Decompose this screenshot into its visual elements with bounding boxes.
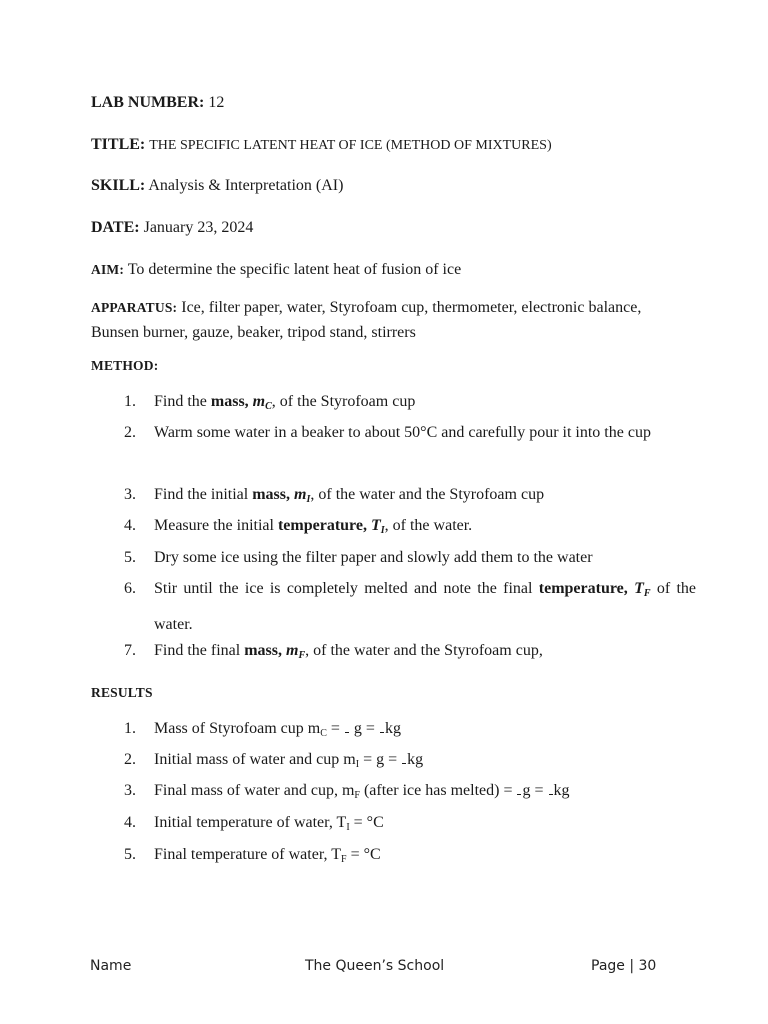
lab-title bbox=[91, 136, 552, 154]
skill-label: SKILL: bbox=[91, 177, 146, 194]
step-text: Warm some water in a beaker to about 50°C and carefully pour it into the cup bbox=[154, 424, 651, 441]
lab-number-label: LAB NUMBER: bbox=[91, 94, 205, 111]
blank-line bbox=[517, 782, 521, 795]
step-number: 6. bbox=[124, 580, 136, 597]
step-number: 7. bbox=[124, 642, 136, 659]
skill-value: Analysis & Interpretation (AI) bbox=[148, 177, 344, 194]
lab-number bbox=[91, 94, 224, 112]
result-number: 2. bbox=[124, 751, 136, 768]
title-value: THE SPECIFIC LATENT HEAT OF ICE (METHOD OF MIXTURES) bbox=[149, 138, 552, 153]
apparatus bbox=[91, 295, 691, 345]
date-label: DATE: bbox=[91, 219, 140, 236]
result-number: 3. bbox=[124, 782, 136, 799]
step-number: 1. bbox=[124, 393, 136, 410]
aim bbox=[91, 261, 461, 279]
step-number: 2. bbox=[124, 424, 136, 441]
step-number: 5. bbox=[124, 549, 136, 566]
apparatus-label: APPARATUS: bbox=[91, 300, 178, 315]
date bbox=[91, 219, 253, 237]
footer-school: The Queen’s School bbox=[305, 958, 445, 974]
step-text: Dry some ice using the filter paper and slowly add them to the water bbox=[154, 549, 593, 566]
results-heading: RESULTS bbox=[91, 685, 153, 700]
aim-label: AIM: bbox=[91, 262, 125, 277]
result-number: 1. bbox=[124, 720, 136, 737]
document-page: LAB NUMBER: 12 TITLE: THE SPECIFIC LATENT HEAT OF ICE (METHOD OF MIXTURES) SKILL: Analysis & Interpretation (AI) DATE: January 23, 2024 AIM: To determine the specific latent heat of fusion of ice APPARATUS: Ice, filter paper, water, Styrofoam cup, thermometer, electronic balance, Bunsen burner, gauze, beaker, tripod stand, stirrers METHOD: 1. Find the mass, $m_C$, of the Styrofoam cup 2. Warm some water in a beaker to about 50°C and carefully pour it into the cup 3. Find the initial mass, $m_I$, of the water and the Styrofoam cup 4. Measure the initial temperature, $T_I$, of the water. 5. Dry some ice using the filter paper and slowly add them to the water 6. Stir until the ice is completely melted and note the final temperature, $T_F$ of the water. 7. Find the final mass, $m_F$, of the water and the Styrofoam cup, RESULTS 1. Mass of Styrofoam cup $m_C = g$ = kg 2. Initial mass of water and cup $m_I = g$ = kg 3. Final mass of water and cup, $m_F$ (after ice has melted) = g = kg 4. Initial temperature of water, $T_I = ^\circ C$ 5. Final temperature of water, $T_F = ^\circ C$ Name The Queen’s School Page | 30 bbox=[90, 94, 697, 974]
aim-value: To determine the specific latent heat of fusion of ice bbox=[127, 261, 462, 278]
blank-line bbox=[380, 720, 384, 733]
blank-line bbox=[402, 751, 406, 764]
footer-page-number: Page | 30 bbox=[591, 958, 657, 974]
step-number: 4. bbox=[124, 517, 136, 534]
result-number: 5. bbox=[124, 846, 136, 863]
blank-line bbox=[345, 720, 349, 733]
blank-line bbox=[549, 782, 553, 795]
apparatus-value: Ice, filter paper, water, Styrofoam cup, thermometer, electronic balance, Bunsen burner, gauze, beaker, tripod stand, stirrers bbox=[91, 299, 642, 341]
date-value: January 23, 2024 bbox=[143, 219, 254, 236]
result-number: 4. bbox=[124, 814, 136, 831]
step-number: 3. bbox=[124, 486, 136, 503]
footer-name: Name bbox=[90, 958, 132, 974]
method-heading: METHOD: bbox=[91, 358, 159, 373]
skill bbox=[91, 177, 343, 195]
title-label: TITLE: bbox=[91, 136, 146, 153]
lab-number-value: 12 bbox=[208, 94, 225, 111]
